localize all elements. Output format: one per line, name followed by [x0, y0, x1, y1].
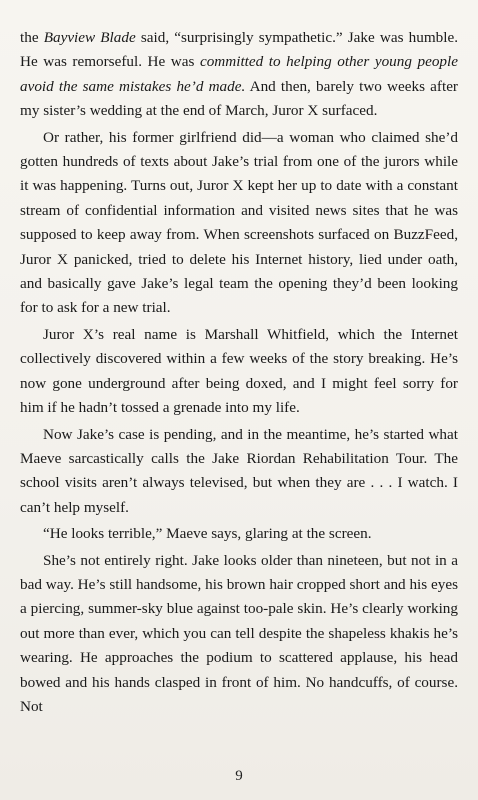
body-text — [20, 26, 458, 719]
paragraph — [20, 126, 458, 321]
text-run: the — [20, 29, 44, 46]
text-run: Now Jake’s case is pending, and in the meantime, he’s started what Maeve sarcastically calls the Jake Riordan Rehabilitation Tour. The school visits aren’t always televised, but when they are . . . I watch. I can’t help myself. — [20, 425, 458, 516]
paragraph — [20, 522, 458, 546]
paragraph — [20, 323, 458, 421]
text-run: Juror X’s real name is Marshall Whitfield, which the Internet collectively discovered within a few weeks of the story breaking. He’s now gone underground after being doxed, and I might feel sorry for him if he hadn’t tossed a grenade into my life. — [20, 325, 458, 417]
text-run: “He looks terrible,” Maeve says, glaring at the screen. — [43, 525, 372, 543]
text-run: Or rather, his former girlfriend did—a woman who claimed she’d gotten hundreds of texts about Jake’s trial from one of the jurors while it was happening. Turns out, Juror X kept her up to date with a constant stream of confidential information and visited news sites that he was supposed to keep away from. When screenshots surfaced on BuzzFeed, Juror X panicked, tried to delete his Internet history, lied under oath, and basically gave Jake’s legal team the opening they’d been looking for to ask for a new trial. — [20, 128, 458, 317]
page-number: 9 — [235, 768, 243, 784]
italic-text: Bayview Blade — [43, 29, 136, 46]
paragraph — [20, 26, 458, 124]
paragraph — [20, 423, 458, 521]
text-run: And then, barely two weeks after my sister’s wedding at the end of March, Juror X surfaced. — [20, 77, 458, 120]
text-run: said, “surprisingly sympathetic.” Jake was humble. He was remorseful. He was — [20, 29, 458, 71]
text-run: She’s not entirely right. Jake looks older than nineteen, but not in a bad way. He’s still handsome, his brown hair cropped short and his eyes a piercing, summer-sky blue against too-pale skin. He’s clearly working out more than ever, which you can tell despite the shapeless khakis he’s wearing. He approaches the podium to scattered applause, his head bowed and his hands clasped in front of him. No handcuffs, of course. Not — [20, 551, 458, 715]
paragraph — [20, 549, 458, 720]
italic-text: committed to helping other young people avoid the same mistakes he’d made. — [20, 53, 458, 95]
